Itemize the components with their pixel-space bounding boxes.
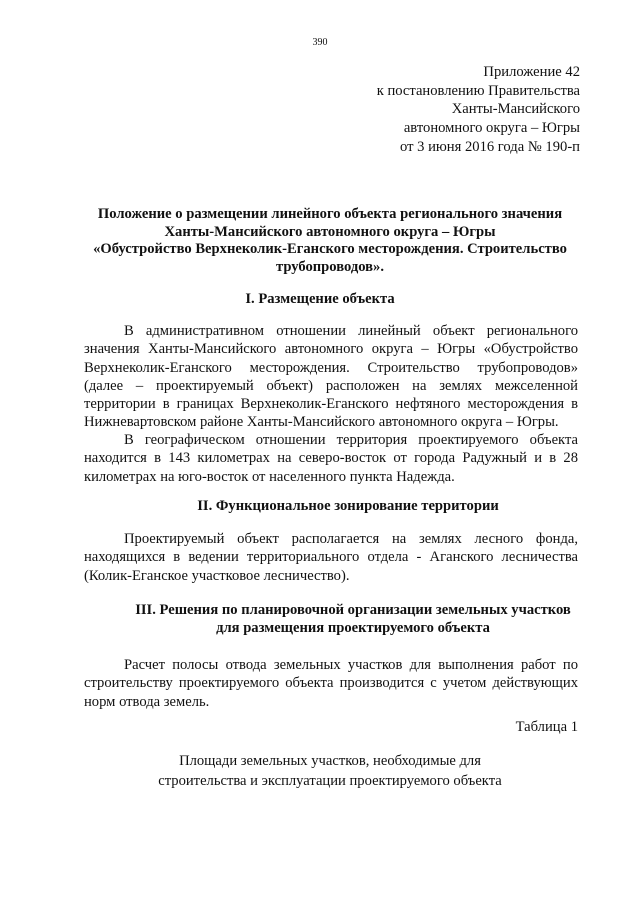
heading-line: для размещения проектируемого объекта <box>216 620 490 636</box>
caption-line: Площади земельных участков, необходимые для <box>179 753 481 769</box>
appendix-block <box>377 63 580 157</box>
appendix-line: к постановлению Правительства <box>376 82 580 99</box>
document-title <box>70 206 590 277</box>
title-line: Ханты-Мансийского автономного округа – Югры <box>164 223 496 240</box>
appendix-line: Ханты-Мансийского <box>451 101 580 118</box>
title-line: Положение о размещении линейного объекта регионального значения <box>97 206 563 222</box>
appendix-line: от 3 июня 2016 года № 190-п <box>400 138 580 155</box>
appendix-line: Приложение 42 <box>483 64 580 80</box>
paragraph-administrative <box>84 322 578 432</box>
title-line: «Обустройство Верхнеколик-Еганского месторождения. Строительство <box>93 241 567 258</box>
paragraph-zoning <box>84 530 578 585</box>
paragraph-geographic <box>84 431 578 486</box>
title-line: трубопроводов». <box>275 259 385 276</box>
section-heading-zoning: II. Функциональное зонирование территории <box>197 498 499 514</box>
paragraph-text: Расчет полосы отвода земельных участков для выполнения работ по строительству проектируемого объекта производится с учетом действующих норм отвода земель. <box>84 657 578 710</box>
paragraph-text: Проектируемый объект располагается на землях лесного фонда, находящихся в ведении территориального отдела - Аганского лесничества (Колик-Еганское участковое лесничество). <box>84 531 578 584</box>
table-label: Таблица 1 <box>515 719 578 735</box>
paragraph-planning <box>84 656 578 711</box>
paragraph-text: В географическом отношении территория проектируемого объекта находится в 143 километрах на северо-восток от города Радужный и в 28 километрах на юго-восток от населенного пункта Надежда. <box>84 432 578 485</box>
section-heading-planning <box>122 601 584 637</box>
caption-line: строительства и эксплуатации проектируемого объекта <box>158 773 502 789</box>
heading-line: III. Решения по планировочной организации земельных участков <box>135 602 571 618</box>
section-heading-placement: I. Размещение объекта <box>245 291 395 307</box>
appendix-line: автономного округа – Югры <box>403 120 580 137</box>
table-caption <box>0 751 640 791</box>
paragraph-text: В административном отношении линейный объект регионального значения Ханты-Мансийского автономного округа – Югры «Обустройство Верхнеколик-Еганского месторождения. Строительство трубопроводов» (далее – проектируемый объект) расположен на землях межселенной территории в границах Верхнеколик-Еганского нефтяного месторождения в Нижневартовском районе Ханты-Мансийского автономного округа – Югры. <box>84 323 578 431</box>
page-number: 390 <box>312 37 328 48</box>
